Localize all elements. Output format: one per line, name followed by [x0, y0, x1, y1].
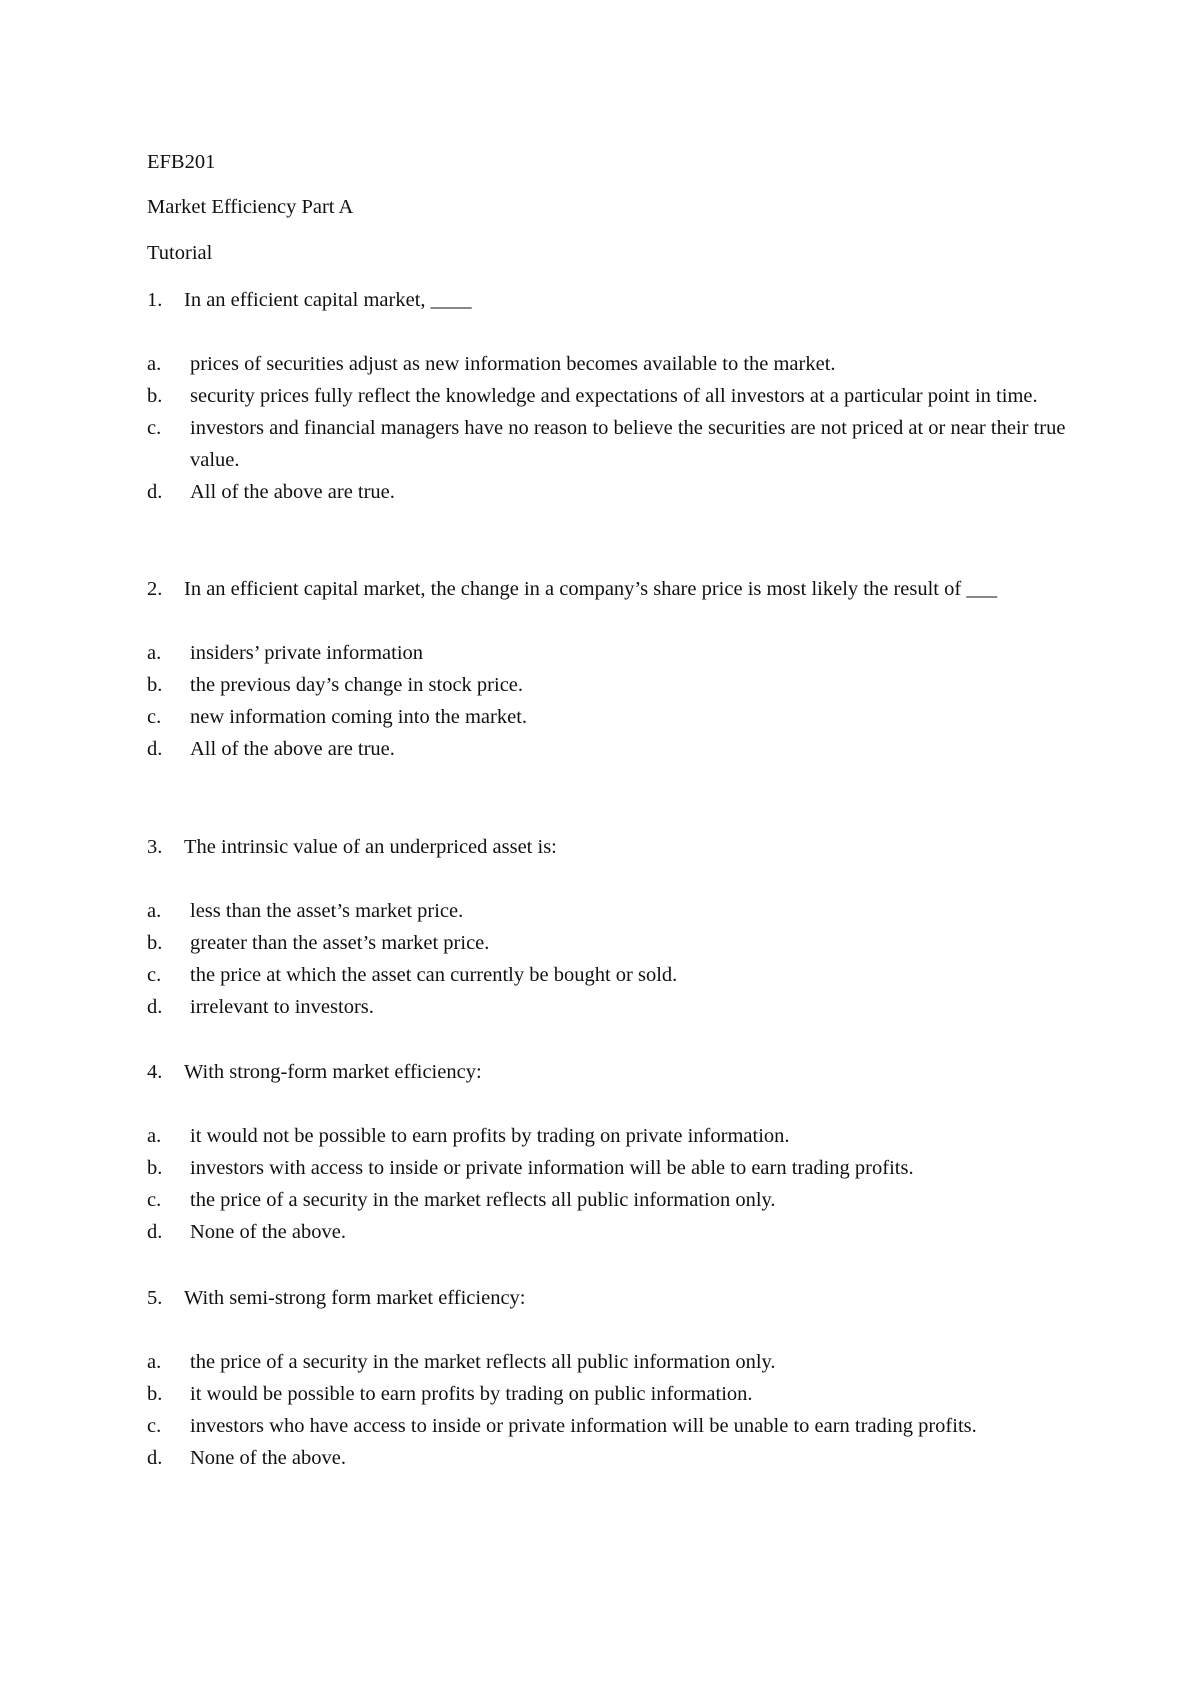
question-stem	[147, 284, 1067, 316]
option-letter: d.	[147, 738, 163, 760]
answer-option	[147, 1120, 1067, 1152]
answer-options	[147, 1346, 1067, 1474]
option-letter: a.	[147, 353, 162, 375]
option-text: new information coming into the market.	[190, 706, 528, 728]
option-text: prices of securities adjust as new information becomes available to the market.	[190, 353, 836, 375]
option-letter: a.	[147, 1125, 162, 1147]
question-text: In an efficient capital market, ____	[184, 289, 472, 311]
document-topic: Market Efficiency Part A	[147, 196, 354, 218]
answer-option	[147, 1378, 1067, 1410]
option-text: All of the above are true.	[190, 481, 395, 503]
answer-option	[147, 348, 1067, 380]
option-letter: d.	[147, 481, 163, 503]
option-text: irrelevant to investors.	[190, 996, 374, 1018]
answer-options	[147, 1120, 1067, 1248]
question-number: 1.	[147, 289, 163, 311]
option-text: None of the above.	[190, 1221, 346, 1243]
option-text: None of the above.	[190, 1447, 346, 1469]
answer-option	[147, 991, 1067, 1023]
option-letter: d.	[147, 1447, 163, 1469]
option-letter: c.	[147, 1415, 162, 1437]
option-letter: b.	[147, 385, 163, 407]
option-letter: b.	[147, 1383, 163, 1405]
option-text: security prices fully reflect the knowledge and expectations of all investors at a particular point in time.	[190, 385, 1038, 407]
answer-option	[147, 701, 1067, 733]
option-letter: a.	[147, 1351, 162, 1373]
option-text: the price of a security in the market reflects all public information only.	[190, 1189, 776, 1211]
answer-option	[147, 476, 1067, 508]
answer-option	[147, 380, 1067, 412]
question-5	[147, 1282, 1067, 1474]
option-text: investors with access to inside or private information will be able to earn trading profits.	[190, 1157, 914, 1179]
question-stem	[147, 1056, 1067, 1088]
option-text: the price of a security in the market reflects all public information only.	[190, 1351, 776, 1373]
question-text: The intrinsic value of an underpriced asset is:	[184, 836, 557, 858]
question-stem	[147, 1282, 1067, 1314]
question-4	[147, 1056, 1067, 1248]
option-text: investors who have access to inside or private information will be unable to earn trading profits.	[190, 1415, 977, 1437]
option-text: greater than the asset’s market price.	[190, 932, 490, 954]
answer-option	[147, 669, 1067, 701]
question-text: In an efficient capital market, the change in a company’s share price is most likely the result of ___	[184, 578, 998, 600]
answer-option	[147, 927, 1067, 959]
question-stem	[147, 831, 1067, 863]
answer-option	[147, 959, 1067, 991]
question-2	[147, 573, 1067, 765]
option-text: it would not be possible to earn profits by trading on private information.	[190, 1125, 790, 1147]
question-number: 2.	[147, 578, 163, 600]
answer-option	[147, 733, 1067, 765]
option-text: insiders’ private information	[190, 642, 424, 664]
answer-options	[147, 895, 1067, 1023]
option-letter: a.	[147, 642, 162, 664]
option-text: less than the asset’s market price.	[190, 900, 464, 922]
question-text: With semi-strong form market efficiency:	[184, 1287, 526, 1309]
course-code: EFB201	[147, 151, 216, 173]
option-letter: b.	[147, 674, 163, 696]
answer-option	[147, 1184, 1067, 1216]
answer-options	[147, 348, 1067, 508]
question-1	[147, 284, 1067, 508]
document-kind: Tutorial	[147, 242, 213, 264]
answer-option	[147, 412, 1067, 476]
answer-option	[147, 895, 1067, 927]
question-number: 5.	[147, 1287, 163, 1309]
option-letter: c.	[147, 1189, 162, 1211]
option-letter: d.	[147, 1221, 163, 1243]
answer-option	[147, 637, 1067, 669]
option-letter: b.	[147, 1157, 163, 1179]
answer-option	[147, 1216, 1067, 1248]
answer-option	[147, 1346, 1067, 1378]
option-text: the previous day’s change in stock price.	[190, 674, 524, 696]
option-letter: c.	[147, 706, 162, 728]
question-number: 4.	[147, 1061, 163, 1083]
option-text: it would be possible to earn profits by trading on public information.	[190, 1383, 753, 1405]
option-letter: d.	[147, 996, 163, 1018]
question-number: 3.	[147, 836, 163, 858]
question-stem	[147, 573, 1067, 605]
answer-options	[147, 637, 1067, 765]
question-text: With strong-form market efficiency:	[184, 1061, 482, 1083]
answer-option	[147, 1442, 1067, 1474]
question-3	[147, 831, 1067, 1023]
option-text: investors and financial managers have no reason to believe the securities are not priced at or near their true value.	[190, 417, 1066, 471]
option-letter: a.	[147, 900, 162, 922]
option-letter: b.	[147, 932, 163, 954]
option-letter: c.	[147, 417, 162, 439]
answer-option	[147, 1410, 1067, 1442]
option-text: the price at which the asset can currently be bought or sold.	[190, 964, 678, 986]
answer-option	[147, 1152, 1067, 1184]
option-text: All of the above are true.	[190, 738, 395, 760]
option-letter: c.	[147, 964, 162, 986]
